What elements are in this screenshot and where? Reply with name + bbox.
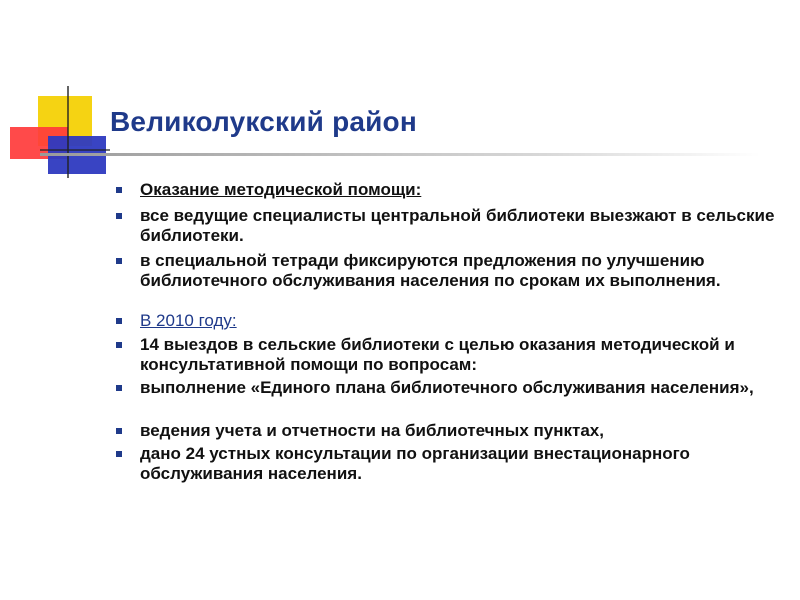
bullet-item [112, 421, 782, 441]
slide-title: Великолукский район [110, 106, 417, 137]
bullet-item [112, 335, 782, 375]
bullet-item [112, 206, 782, 246]
bullet-text: ведения учета и отчетности на библиотечных пунктах, [140, 421, 604, 440]
bullet-marker-icon [116, 342, 122, 348]
bullet-text: 14 выездов в сельские библиотеки с целью оказания методической и консультативной помощи по вопросам: [140, 335, 735, 374]
bullet-marker-icon [116, 318, 122, 324]
bullet-text: Оказание методической помощи: [140, 180, 422, 199]
bullet-marker-icon [116, 187, 122, 193]
bullet-text: выполнение «Единого плана библиотечного обслуживания населения», [140, 378, 754, 397]
bullet-text: все ведущие специалисты центральной библиотеки выезжают в сельские библиотеки. [140, 206, 775, 245]
bullet-marker-icon [116, 258, 122, 264]
bullet-text: В 2010 году: [140, 311, 237, 330]
bullet-item [112, 378, 782, 398]
bullet-text: в специальной тетради фиксируются предложения по улучшению библиотечного обслуживания населения по срокам их выполнения. [140, 251, 721, 290]
bullet-item [112, 311, 782, 331]
slide-logo-decoration [0, 0, 800, 200]
bullet-marker-icon [116, 213, 122, 219]
bullet-item [112, 444, 782, 484]
bullet-marker-icon [116, 428, 122, 434]
title-rule [40, 153, 760, 156]
bullet-marker-icon [116, 451, 122, 457]
bullet-text: дано 24 устных консультации по организации внестационарного обслуживания населения. [140, 444, 690, 483]
bullet-item [112, 180, 782, 200]
bullet-item [112, 251, 782, 291]
bullet-marker-icon [116, 385, 122, 391]
